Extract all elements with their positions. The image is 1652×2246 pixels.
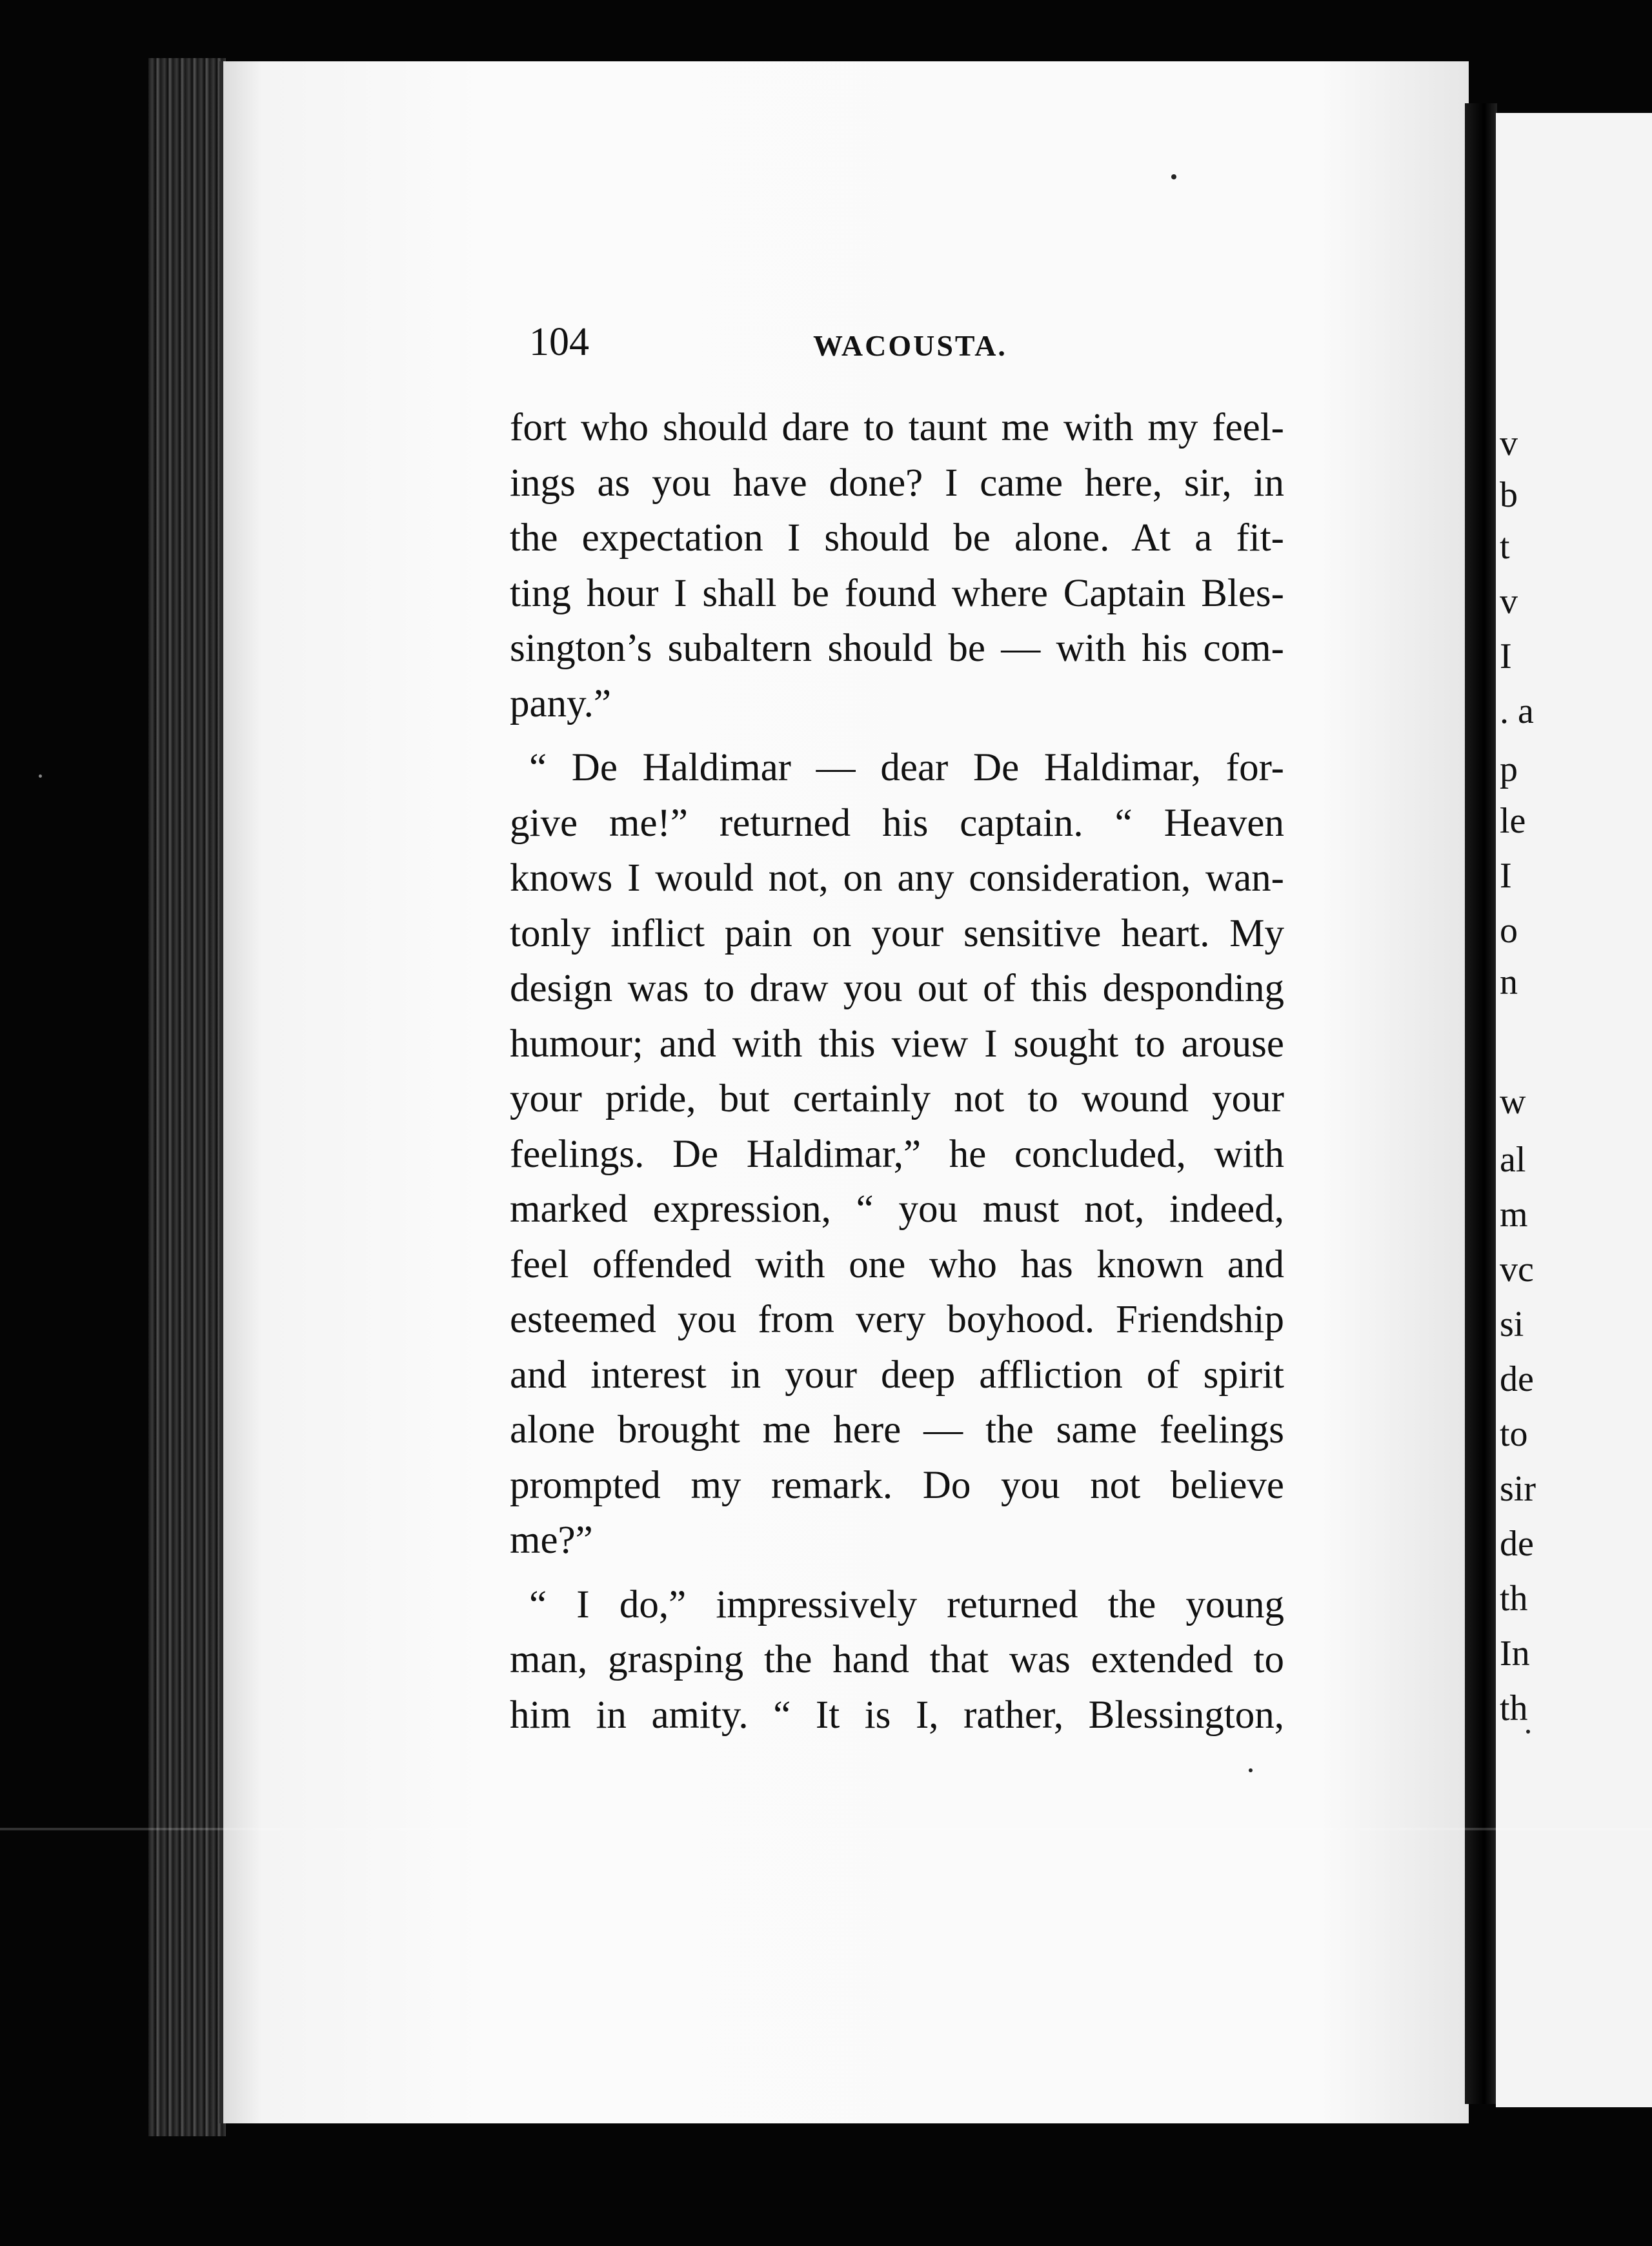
text-line: tonly inflict pain on your sensitive heart. My (510, 911, 1284, 955)
text-line: fort who should dare to taunt me with my feel- (510, 406, 1284, 449)
text-line: marked expression, “ you must not, indeed, (510, 1188, 1284, 1231)
facing-page-text: th (1500, 1688, 1528, 1728)
text-line: your pride, but certainly not to wound your (510, 1077, 1284, 1120)
ink-speck (1171, 174, 1176, 179)
ink-speck (39, 774, 42, 778)
facing-page-text: I (1500, 636, 1512, 676)
text-line: ting hour I shall be found where Captain Bles- (510, 571, 1284, 615)
facing-page-text: le (1500, 801, 1526, 841)
text-line: knows I would not, on any consideration, wan- (510, 856, 1284, 900)
facing-page-text: p (1500, 749, 1518, 789)
facing-page-text: n (1500, 962, 1518, 1002)
text-line: prompted my remark. Do you not believe (510, 1463, 1284, 1507)
facing-page-text: vc (1500, 1249, 1534, 1290)
facing-page-text: si (1500, 1304, 1524, 1344)
text-line: me?” (510, 1519, 593, 1562)
text-line: sington’s subaltern should be — with his com- (510, 627, 1284, 670)
scan-artifact-line (0, 1828, 1652, 1830)
text-line: ings as you have done? I came here, sir, in (510, 461, 1284, 505)
book-gutter (1465, 103, 1497, 2104)
text-line: the expectation I should be alone. At a fit- (510, 516, 1284, 560)
facing-page-text: de (1500, 1359, 1534, 1399)
facing-page-text: m (1500, 1195, 1528, 1235)
facing-page-text: I (1500, 856, 1512, 896)
text-line: humour; and with this view I sought to arouse (510, 1022, 1284, 1066)
text-line: him in amity. “ It is I, rather, Blessington, (510, 1693, 1284, 1737)
facing-page-text: to (1500, 1414, 1528, 1454)
book-spine-edge (148, 58, 226, 2136)
facing-page-text: . a (1500, 691, 1534, 731)
text-line: feel offended with one who has known and (510, 1242, 1284, 1286)
facing-page-text: v (1500, 423, 1518, 463)
text-line: man, grasping the hand that was extended to (510, 1638, 1284, 1681)
facing-page-text: b (1500, 475, 1518, 515)
facing-page-text: In (1500, 1634, 1530, 1674)
facing-page-text: de (1500, 1524, 1534, 1564)
running-head: WACOUSTA. (813, 329, 1007, 362)
text-line: and interest in your deep affliction of spirit (510, 1353, 1284, 1397)
ink-speck (1526, 1730, 1530, 1734)
page-header (529, 319, 1304, 378)
facing-page-fragment (1496, 113, 1652, 2107)
text-line: feelings. De Haldimar,” he concluded, with (510, 1132, 1284, 1176)
facing-page-text: o (1500, 911, 1518, 951)
facing-page-text: v (1500, 582, 1518, 622)
text-line: “ De Haldimar — dear De Haldimar, for- (529, 746, 1284, 789)
facing-page-text: th (1500, 1579, 1528, 1619)
text-line: pany.” (510, 682, 611, 725)
ink-speck (1249, 1768, 1253, 1772)
text-line: give me!” returned his captain. “ Heaven (510, 801, 1284, 845)
facing-page-text: sir (1500, 1469, 1536, 1509)
page-body-text (510, 400, 1284, 1743)
text-line: design was to draw you out of this desponding (510, 967, 1284, 1010)
text-line: alone brought me here — the same feelings (510, 1408, 1284, 1452)
page-number: 104 (529, 320, 589, 364)
text-line: “ I do,” impressively returned the young (529, 1583, 1284, 1626)
facing-page-text: al (1500, 1140, 1526, 1180)
text-line: esteemed you from very boyhood. Friendship (510, 1298, 1284, 1341)
facing-page-text: t (1500, 527, 1510, 567)
facing-page-text: w (1500, 1082, 1526, 1122)
